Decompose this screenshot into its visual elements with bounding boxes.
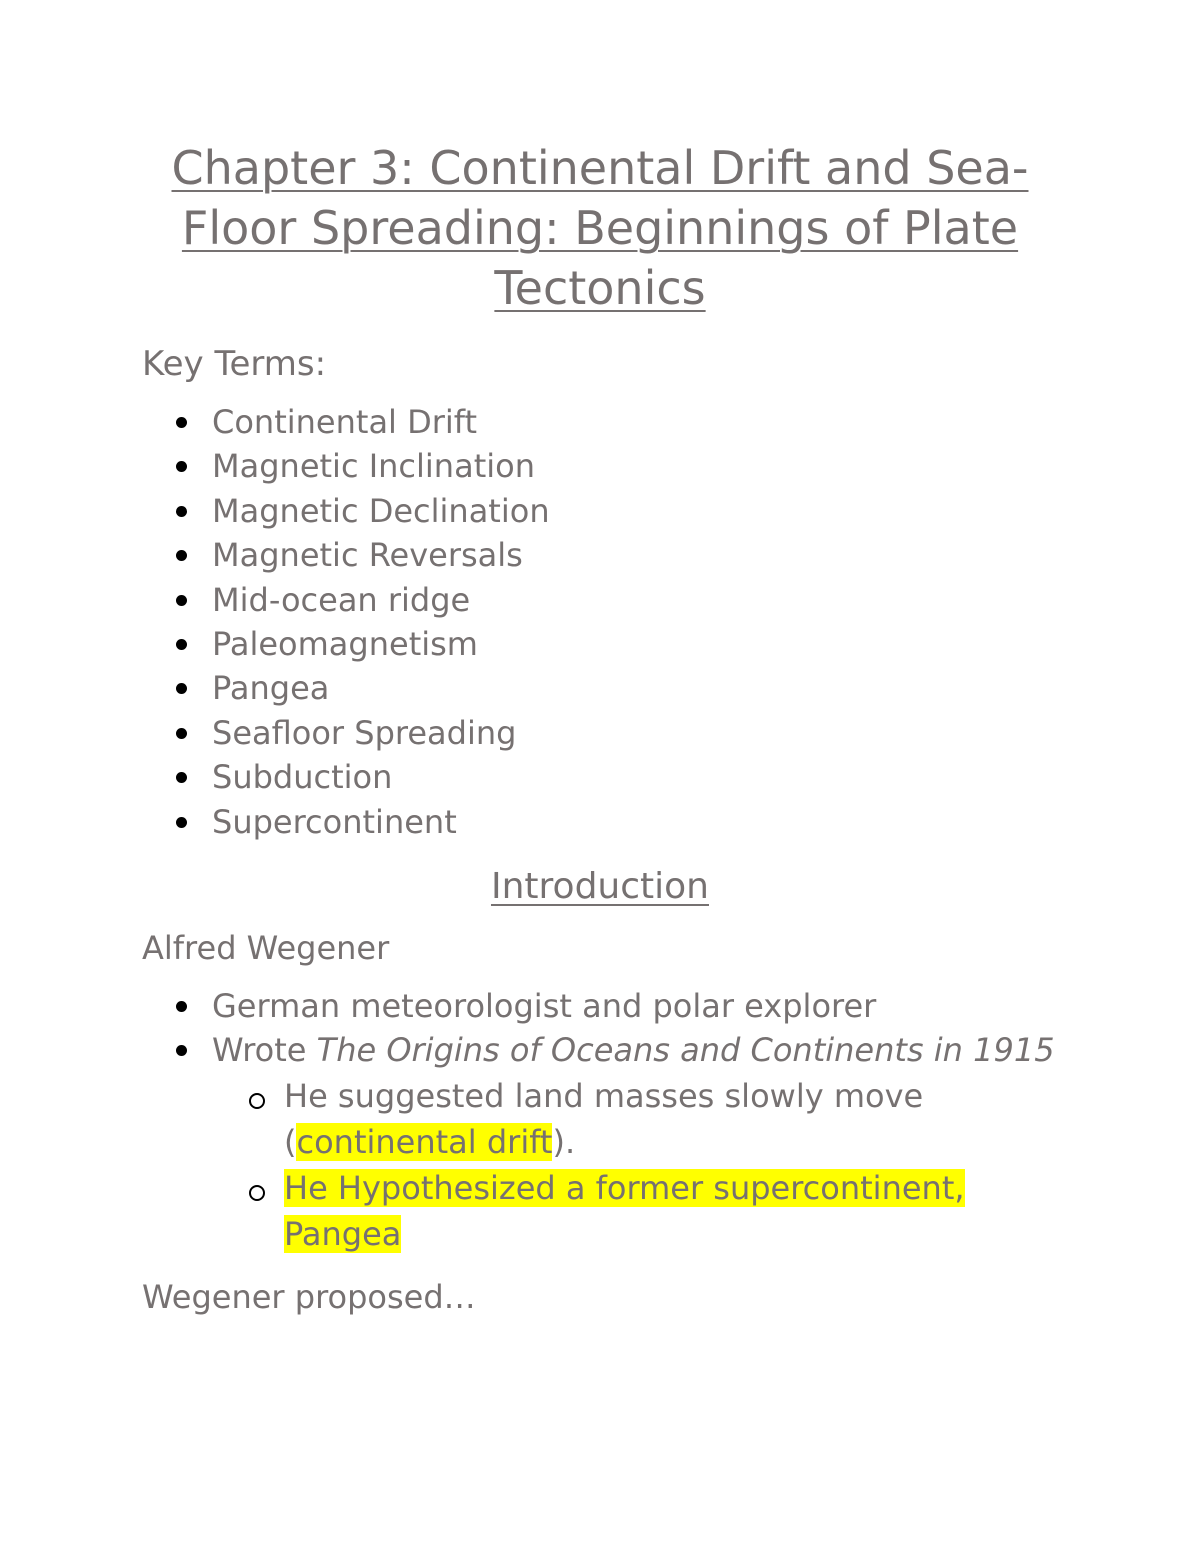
key-terms-list [142, 400, 1058, 844]
bullet-icon [176, 683, 187, 694]
list-item [142, 489, 1058, 533]
list-item [142, 1028, 1058, 1256]
bullet-icon [176, 595, 187, 606]
hollow-bullet-icon [249, 1185, 265, 1201]
hollow-bullet-icon [249, 1093, 265, 1109]
sub-item-text-end: ). [552, 1122, 576, 1161]
list-item [142, 711, 1058, 755]
sub-list-item [212, 1073, 1058, 1165]
book-title: The Origins of Oceans and Continents in 1915 [316, 1031, 1055, 1070]
introduction-heading: Introduction [490, 866, 709, 908]
key-terms-heading: Key Terms: [142, 344, 327, 384]
list-item [142, 800, 1058, 844]
sub-list-item [212, 1165, 1058, 1257]
person-name: Alfred Wegener [142, 929, 390, 968]
sub-bullets [212, 1073, 1058, 1257]
list-item-text: German meteorologist and polar explorer [212, 987, 877, 1026]
list-item [142, 666, 1058, 710]
list-item [142, 578, 1058, 622]
wegener-bullets [142, 984, 1058, 1257]
bullet-icon [176, 461, 187, 472]
bullet-icon [176, 506, 187, 517]
bullet-icon [176, 728, 187, 739]
list-item [142, 533, 1058, 577]
list-item-text: Magnetic Inclination [212, 447, 535, 486]
list-item [142, 444, 1058, 488]
list-item-text: Supercontinent [212, 802, 457, 841]
bullet-icon [176, 1001, 187, 1012]
trailing-text: Wegener proposed… [142, 1277, 476, 1316]
list-item [142, 984, 1058, 1028]
list-item-text: Continental Drift [212, 403, 478, 441]
highlighted-text: He Hypothesized a former supercontinent, Pangea [284, 1168, 965, 1253]
list-item [142, 622, 1058, 666]
bullet-icon [176, 817, 187, 828]
highlighted-text: continental drift [296, 1122, 553, 1161]
bullet-icon [176, 772, 187, 783]
list-item-text: Paleomagnetism [212, 625, 478, 664]
list-item-prefix: Wrote [212, 1031, 317, 1070]
list-item-text: Seafloor Spreading [212, 713, 517, 752]
bullet-icon [176, 550, 187, 561]
list-item [142, 400, 1058, 444]
list-item-text: Pangea [212, 669, 330, 708]
list-item-text: Subduction [212, 758, 393, 797]
list-item [142, 755, 1058, 799]
bullet-icon [176, 417, 187, 428]
chapter-title: Chapter 3: Continental Drift and Sea-Floor Spreading: Beginnings of Plate Tectonics [171, 141, 1029, 315]
sub-item-text: He suggested land masses slowly move ( [284, 1076, 924, 1161]
document-page [142, 138, 1058, 1319]
list-item-text: Magnetic Declination [212, 491, 550, 530]
list-item-text: Mid-ocean ridge [212, 580, 471, 619]
bullet-icon [176, 639, 187, 650]
list-item-text: Magnetic Reversals [212, 536, 523, 575]
bullet-icon [176, 1045, 187, 1056]
